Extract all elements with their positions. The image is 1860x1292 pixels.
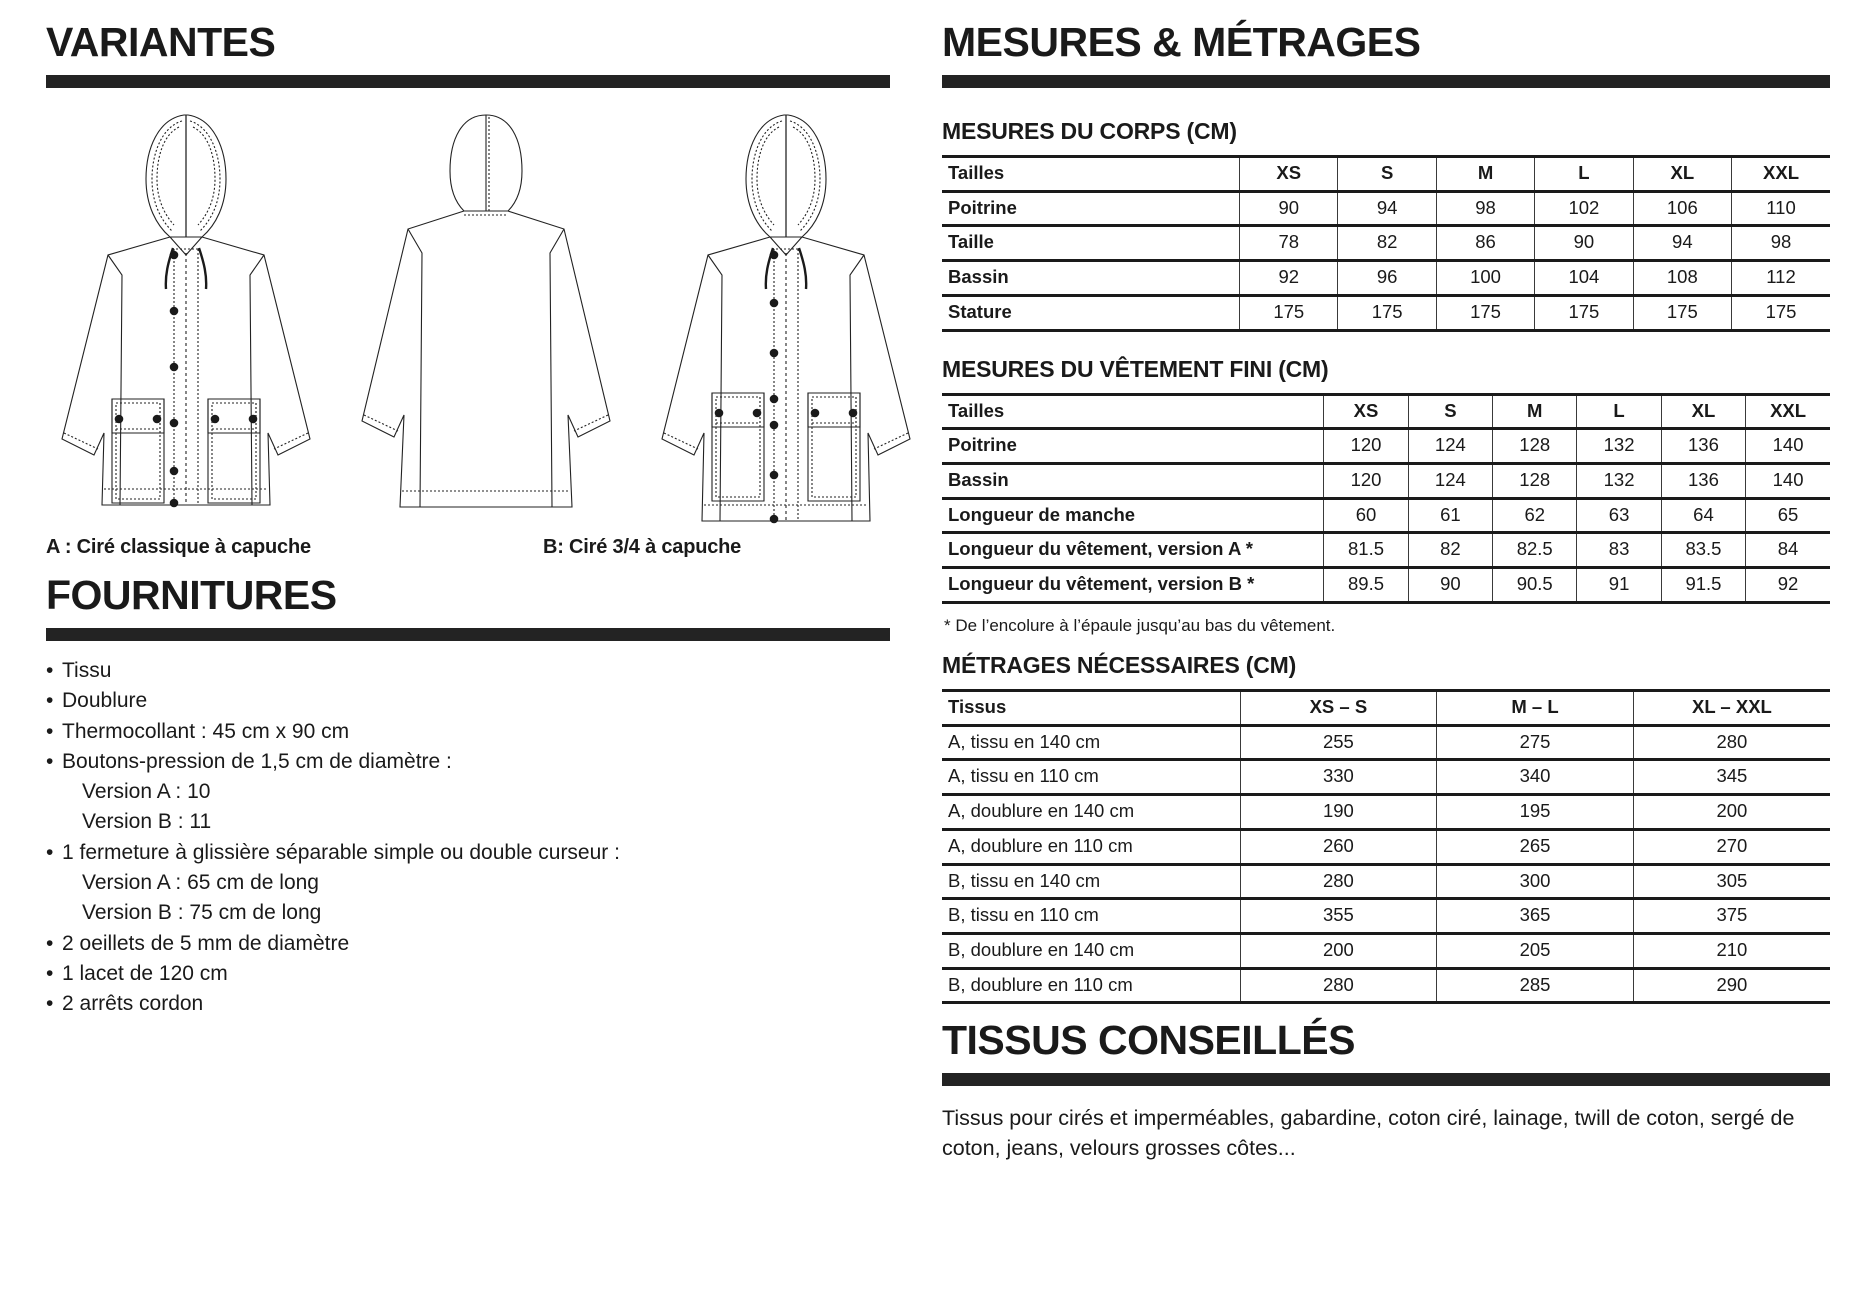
table-cell-value: 190 [1240,795,1437,830]
bullet-icon: • [46,961,54,985]
row-label: Longueur de manche [942,498,1324,533]
row-label: B, doublure en 140 cm [942,933,1240,968]
column-header-size: XXL [1746,394,1830,429]
table-cell-value: 110 [1732,191,1830,226]
body-measurements-table [942,155,1830,332]
supply-subitem: Version A : 10 [82,780,211,804]
table-cell-value: 305 [1633,864,1830,899]
body-measurements-title: MESURES DU CORPS (CM) [942,118,1237,144]
row-label: Bassin [942,464,1324,499]
table-row [942,899,1830,934]
recommended-fabrics-rule [942,1073,1830,1086]
bullet-icon: • [46,689,54,713]
column-header-size: S [1408,394,1492,429]
table-cell-value: 83 [1577,533,1661,568]
table-cell-value: 205 [1437,933,1634,968]
column-header-size: XL – XXL [1633,690,1830,725]
recommended-fabrics-heading: TISSUS CONSEILLÉS [942,1017,1355,1064]
row-label: B, tissu en 110 cm [942,899,1240,934]
table-cell-value: 210 [1633,933,1830,968]
row-label: A, doublure en 110 cm [942,829,1240,864]
recommended-fabrics-text: Tissus pour cirés et imperméables, gabardine, coton ciré, lainage, twill de coton, sergé de coton, jeans, velours grosses côtes... [942,1106,1795,1161]
variantes-rule [46,75,890,88]
supply-item-label: Doublure [62,689,148,713]
column-header-size: M [1436,157,1534,192]
table-row [942,968,1830,1003]
table-cell-value: 60 [1324,498,1408,533]
column-header-label: Tailles [942,157,1240,192]
supply-item [46,930,890,957]
table-cell-value: 280 [1633,725,1830,760]
caption-version-b: B: Ciré 3/4 à capuche [543,536,742,558]
table-row [942,760,1830,795]
table-cell-value: 124 [1408,464,1492,499]
table-cell-value: 94 [1338,191,1436,226]
column-header-size: XS – S [1240,690,1437,725]
table-cell-value: 81.5 [1324,533,1408,568]
table-cell-value: 195 [1437,795,1634,830]
table-cell-value: 78 [1240,226,1338,261]
table-row [942,295,1830,330]
finished-measurements-title: MESURES DU VÊTEMENT FINI (CM) [942,355,1329,382]
column-header-size: M – L [1437,690,1634,725]
table-cell-value: 265 [1437,829,1634,864]
row-label: A, tissu en 140 cm [942,725,1240,760]
table-cell-value: 175 [1240,295,1338,330]
table-cell-value: 96 [1338,261,1436,296]
supply-item [46,718,890,745]
column-header-label: Tailles [942,394,1324,429]
column-header-size: XL [1661,394,1745,429]
table-cell-value: 355 [1240,899,1437,934]
table-cell-value: 140 [1746,429,1830,464]
table-cell-value: 62 [1493,498,1577,533]
figure-back-view [346,103,646,528]
table-row [942,568,1830,603]
row-label: B, tissu en 140 cm [942,864,1240,899]
technical-drawings [46,98,890,528]
table-cell-value: 285 [1437,968,1634,1003]
supply-subitem: Version B : 11 [82,810,212,834]
table-cell-value: 102 [1535,191,1633,226]
row-label: Bassin [942,261,1240,296]
raincoat-back-svg [346,103,646,528]
bullet-icon: • [46,749,54,773]
table-cell-value: 290 [1633,968,1830,1003]
table-cell-value: 92 [1240,261,1338,296]
table-cell-value: 90 [1535,226,1633,261]
column-header-size: XL [1633,157,1731,192]
table-cell-value: 140 [1746,464,1830,499]
table-row [942,795,1830,830]
table-cell-value: 98 [1436,191,1534,226]
mesures-metrages-heading: MESURES & MÉTRAGES [942,19,1421,65]
supply-item [46,657,890,684]
table-cell-value: 82 [1408,533,1492,568]
supply-item-label: Thermocollant : 45 cm x 90 cm [62,719,350,743]
column-header-size: S [1338,157,1436,192]
table-cell-value: 63 [1577,498,1661,533]
supply-subitem: Version A : 65 cm de long [82,871,319,895]
table-row [942,933,1830,968]
right-column [930,0,1860,1292]
table-cell-value: 128 [1493,464,1577,499]
row-label: Longueur du vêtement, version B * [942,568,1324,603]
table-cell-value: 175 [1436,295,1534,330]
table-cell-value: 86 [1436,226,1534,261]
supplies-list [46,657,890,1018]
table-cell-value: 300 [1437,864,1634,899]
raincoat-b-front-svg [646,103,946,528]
fournitures-heading: FOURNITURES [46,572,337,618]
table-cell-value: 175 [1732,295,1830,330]
table-cell-value: 90 [1408,568,1492,603]
row-label: B, doublure en 110 cm [942,968,1240,1003]
table-cell-value: 90.5 [1493,568,1577,603]
table-cell-value: 280 [1240,864,1437,899]
table-cell-value: 100 [1436,261,1534,296]
table-cell-value: 64 [1661,498,1745,533]
table-cell-value: 175 [1338,295,1436,330]
finished-measurements-footnote: * De l’encolure à l’épaule jusqu’au bas du vêtement. [944,615,1336,635]
bullet-icon: • [46,719,54,743]
table-row [942,725,1830,760]
supply-item-label: 1 lacet de 120 cm [62,961,228,985]
table-row [942,429,1830,464]
supply-item [46,748,890,775]
bullet-icon: • [46,931,54,955]
yardage-table [942,689,1830,1004]
supply-item [46,687,890,714]
table-cell-value: 91 [1577,568,1661,603]
finished-measurements-table [942,393,1830,604]
supply-item-label: 2 oeillets de 5 mm de diamètre [62,931,350,955]
table-cell-value: 280 [1240,968,1437,1003]
supply-item-label: Boutons-pression de 1,5 cm de diamètre : [62,749,452,773]
table-cell-value: 65 [1746,498,1830,533]
bullet-icon: • [46,840,54,864]
table-cell-value: 112 [1732,261,1830,296]
table-row [942,191,1830,226]
table-cell-value: 136 [1661,464,1745,499]
row-label: A, tissu en 110 cm [942,760,1240,795]
table-header-row [942,690,1830,725]
table-cell-value: 345 [1633,760,1830,795]
table-cell-value: 270 [1633,829,1830,864]
table-cell-value: 375 [1633,899,1830,934]
table-cell-value: 340 [1437,760,1634,795]
column-header-size: M [1493,394,1577,429]
column-header-size: L [1535,157,1633,192]
table-cell-value: 255 [1240,725,1437,760]
bullet-icon: • [46,992,54,1016]
supply-subitem: Version B : 75 cm de long [82,901,322,925]
table-cell-value: 132 [1577,429,1661,464]
supply-item [46,990,890,1017]
table-row [942,533,1830,568]
table-cell-value: 128 [1493,429,1577,464]
table-cell-value: 120 [1324,464,1408,499]
table-cell-value: 124 [1408,429,1492,464]
supply-item-label: 2 arrêts cordon [62,992,204,1016]
supply-item-label: 1 fermeture à glissière séparable simple ou double curseur : [62,840,620,864]
table-cell-value: 200 [1240,933,1437,968]
table-cell-value: 91.5 [1661,568,1745,603]
table-header-row [942,157,1830,192]
row-label: Longueur du vêtement, version A * [942,533,1324,568]
table-row [942,864,1830,899]
table-cell-value: 83.5 [1661,533,1745,568]
table-cell-value: 175 [1535,295,1633,330]
table-cell-value: 84 [1746,533,1830,568]
column-header-size: XS [1324,394,1408,429]
table-cell-value: 82.5 [1493,533,1577,568]
table-cell-value: 106 [1633,191,1731,226]
mesures-metrages-rule [942,75,1830,88]
table-cell-value: 94 [1633,226,1731,261]
supply-item-label: Tissu [62,659,112,682]
table-cell-value: 260 [1240,829,1437,864]
row-label: Poitrine [942,429,1324,464]
table-row [942,829,1830,864]
table-cell-value: 175 [1633,295,1731,330]
table-cell-value: 132 [1577,464,1661,499]
table-cell-value: 136 [1661,429,1745,464]
table-cell-value: 120 [1324,429,1408,464]
caption-version-a: A : Ciré classique à capuche [46,536,311,558]
table-cell-value: 61 [1408,498,1492,533]
column-header-label: Tissus [942,690,1240,725]
figure-version-a-front [46,103,346,528]
table-cell-value: 89.5 [1324,568,1408,603]
row-label: A, doublure en 140 cm [942,795,1240,830]
table-row [942,464,1830,499]
row-label: Taille [942,226,1240,261]
table-header-row [942,394,1830,429]
table-cell-value: 108 [1633,261,1731,296]
supply-item [46,960,890,987]
variantes-heading: VARIANTES [46,19,276,65]
table-cell-value: 92 [1746,568,1830,603]
table-cell-value: 330 [1240,760,1437,795]
column-header-size: L [1577,394,1661,429]
variant-captions [46,536,890,559]
table-row [942,226,1830,261]
table-cell-value: 104 [1535,261,1633,296]
table-cell-value: 82 [1338,226,1436,261]
fournitures-rule [46,628,890,641]
table-cell-value: 275 [1437,725,1634,760]
yardage-title: MÉTRAGES NÉCESSAIRES (CM) [942,651,1297,678]
bullet-icon: • [46,659,54,682]
figure-version-b-front [646,103,946,528]
row-label: Stature [942,295,1240,330]
table-row [942,498,1830,533]
supply-item [46,839,890,866]
table-cell-value: 98 [1732,226,1830,261]
row-label: Poitrine [942,191,1240,226]
column-header-size: XXL [1732,157,1830,192]
column-header-size: XS [1240,157,1338,192]
table-cell-value: 365 [1437,899,1634,934]
table-row [942,261,1830,296]
table-cell-value: 90 [1240,191,1338,226]
table-cell-value: 200 [1633,795,1830,830]
raincoat-a-front-svg [46,103,346,528]
